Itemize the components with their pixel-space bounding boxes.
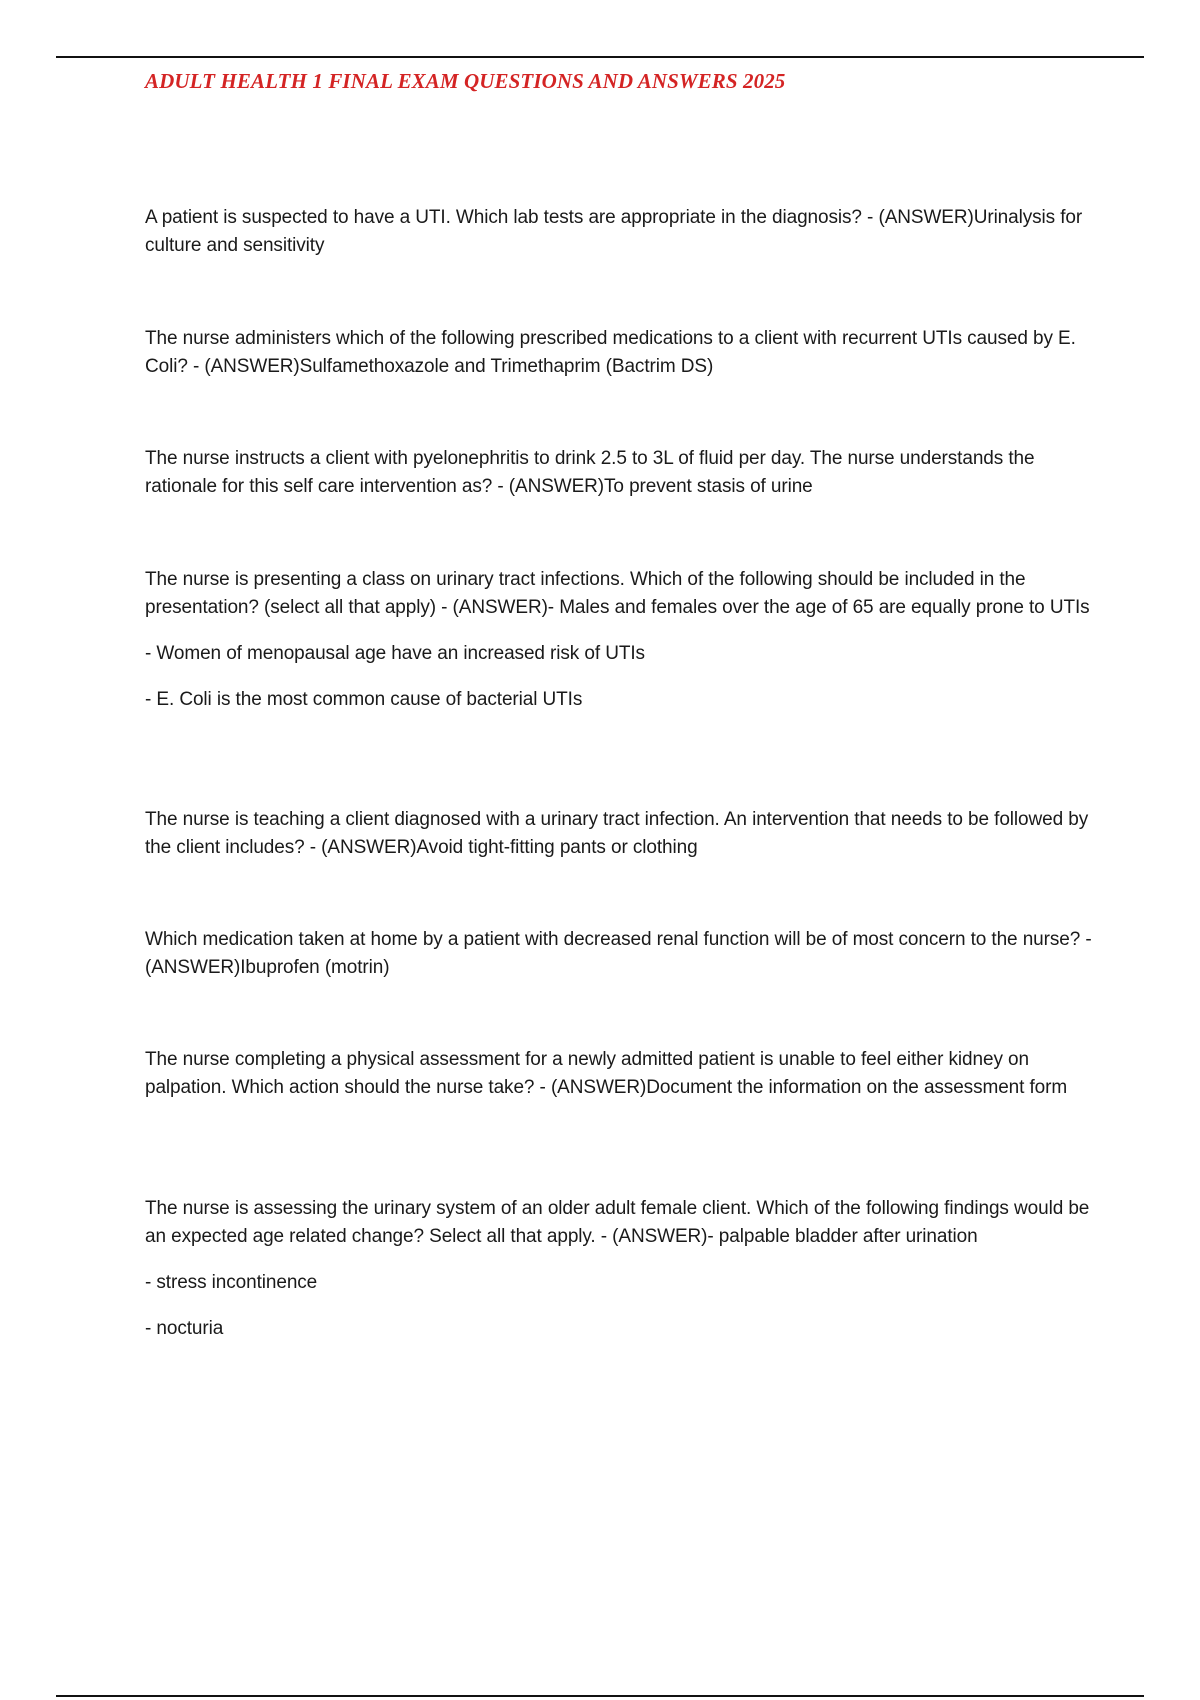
qa-item-6 — [145, 926, 1095, 982]
qa-item-text: The nurse is assessing the urinary system of an older adult female client. Which of the following findings would be an expected age related change? Select all that apply. - (ANSWER)- palpable bladder after urination — [145, 1198, 1090, 1247]
qa-item-text: A patient is suspected to have a UTI. Which lab tests are appropriate in the diagnosis? - (ANSWER)Urinalysis for culture and sensitivity — [145, 207, 1083, 256]
qa-item-3 — [145, 445, 1095, 501]
qa-item-8 — [145, 1195, 1095, 1343]
qa-item-text: The nurse instructs a client with pyelonephritis to drink 2.5 to 3L of fluid per day. The nurse understands the rationale for this self care intervention as? - (ANSWER)To prevent stasis of urine — [145, 448, 1035, 497]
qa-item-text: The nurse completing a physical assessment for a newly admitted patient is unable to feel either kidney on palpation. Which action should the nurse take? - (ANSWER)Document the information on the assessment form — [145, 1049, 1068, 1098]
answer-bullet: - stress incontinence — [145, 1272, 318, 1293]
qa-item-text: Which medication taken at home by a patient with decreased renal function will be of most concern to the nurse? - (ANSWER)Ibuprofen (motrin) — [145, 929, 1092, 978]
document-title: ADULT HEALTH 1 FINAL EXAM QUESTIONS AND ANSWERS 2025 — [145, 69, 786, 93]
qa-item-text: The nurse is teaching a client diagnosed with a urinary tract infection. An intervention that needs to be followed by the client includes? - (ANSWER)Avoid tight-fitting pants or clothing — [145, 809, 1089, 858]
qa-item-4 — [145, 566, 1095, 714]
qa-item-1 — [145, 204, 1095, 260]
qa-item-5 — [145, 806, 1095, 862]
qa-item-2 — [145, 325, 1095, 381]
qa-item-text: The nurse administers which of the following prescribed medications to a client with recurrent UTIs caused by E. Coli? - (ANSWER)Sulfamethoxazole and Trimethaprim (Bactrim DS) — [145, 328, 1076, 377]
qa-item-7 — [145, 1046, 1095, 1102]
answer-bullet: - Women of menopausal age have an increased risk of UTIs — [145, 643, 645, 664]
answer-bullet: - nocturia — [145, 1318, 224, 1339]
qa-item-text: The nurse is presenting a class on urinary tract infections. Which of the following should be included in the presentation? (select all that apply) - (ANSWER)- Males and females over the age of 65 are equally prone to UTIs — [145, 569, 1090, 618]
top-rule — [56, 56, 1144, 58]
answer-bullet: - E. Coli is the most common cause of bacterial UTIs — [145, 689, 583, 710]
bottom-rule — [56, 1695, 1144, 1697]
